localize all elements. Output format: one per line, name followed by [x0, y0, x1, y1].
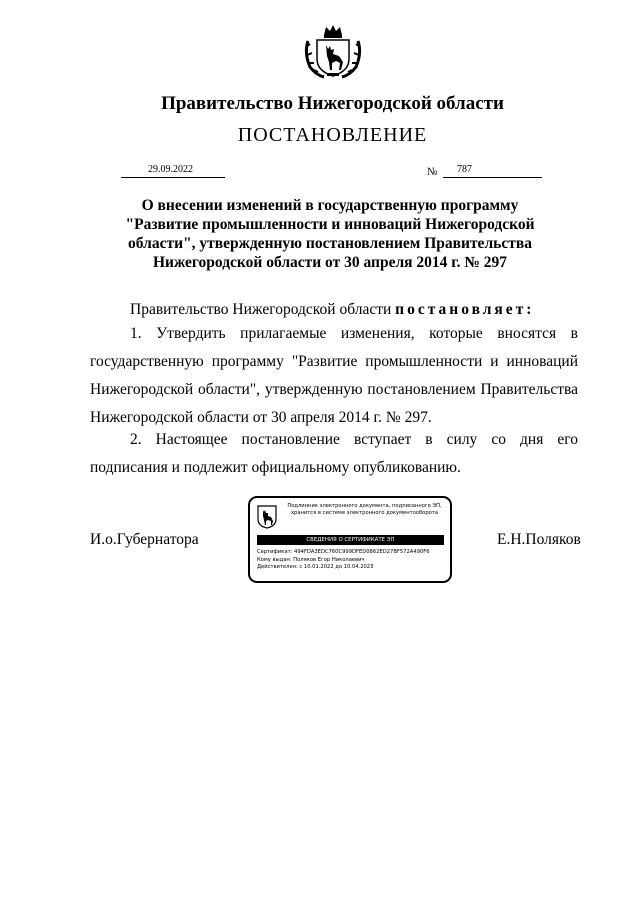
stamp-header-line-2: хранится в системе электронного документооборота	[290, 510, 439, 516]
stamp-header-line-1: Подлинник электронного документа, подписанного ЭП,	[287, 503, 442, 509]
document-subject: О внесении изменений в государственную программу "Развитие промышленности и инноваций Нижегородской области", утвержденную постановлением Правительства Нижегородской области от 30 апреля 2014 г. № 297	[125, 197, 535, 271]
stamp-header	[282, 503, 447, 517]
coat-of-arms-emblem	[302, 23, 364, 81]
stamp-issued-to: Кому выдан: Поляков Егор Николаевич	[257, 556, 365, 563]
stamp-certificate-id: Сертификат: 494FDA3EDC760C999DFED0862ED27BF572A490F6	[257, 549, 430, 555]
stamp-certificate-info	[257, 549, 452, 572]
document-date: 29.09.2022	[148, 164, 193, 175]
document-number: 787	[457, 164, 472, 175]
document-type: ПОСТАНОВЛЕНИЕ	[237, 124, 428, 146]
intro-text: Правительство Нижегородской области	[130, 301, 392, 318]
number-sign: №	[427, 166, 438, 178]
intro-decree-word: постановляет:	[395, 301, 535, 318]
electronic-signature-stamp	[248, 496, 452, 583]
item-1-paragraph: 1. Утвердить прилагаемые изменения, которые вносятся в государственную программу "Развитие промышленности и инноваций Нижегородской области", утвержденную постановлением Правительства Нижегородской области от 30 апреля 2014 г. № 297.	[90, 325, 578, 426]
government-title: Правительство Нижегородской области	[161, 93, 504, 114]
item-2-paragraph: 2. Настоящее постановление вступает в силу со дня его подписания и подлежит официальному опубликованию.	[90, 431, 578, 476]
signer-role: И.о.Губернатора	[90, 531, 199, 548]
stamp-validity: Действителен: с 10.01.2022 до 10.04.2023	[257, 564, 374, 570]
stamp-emblem-icon	[257, 505, 277, 529]
signer-name: Е.Н.Поляков	[497, 531, 581, 548]
stamp-certificate-bar: СВЕДЕНИЯ О СЕРТИФИКАТЕ ЭП	[257, 535, 444, 545]
